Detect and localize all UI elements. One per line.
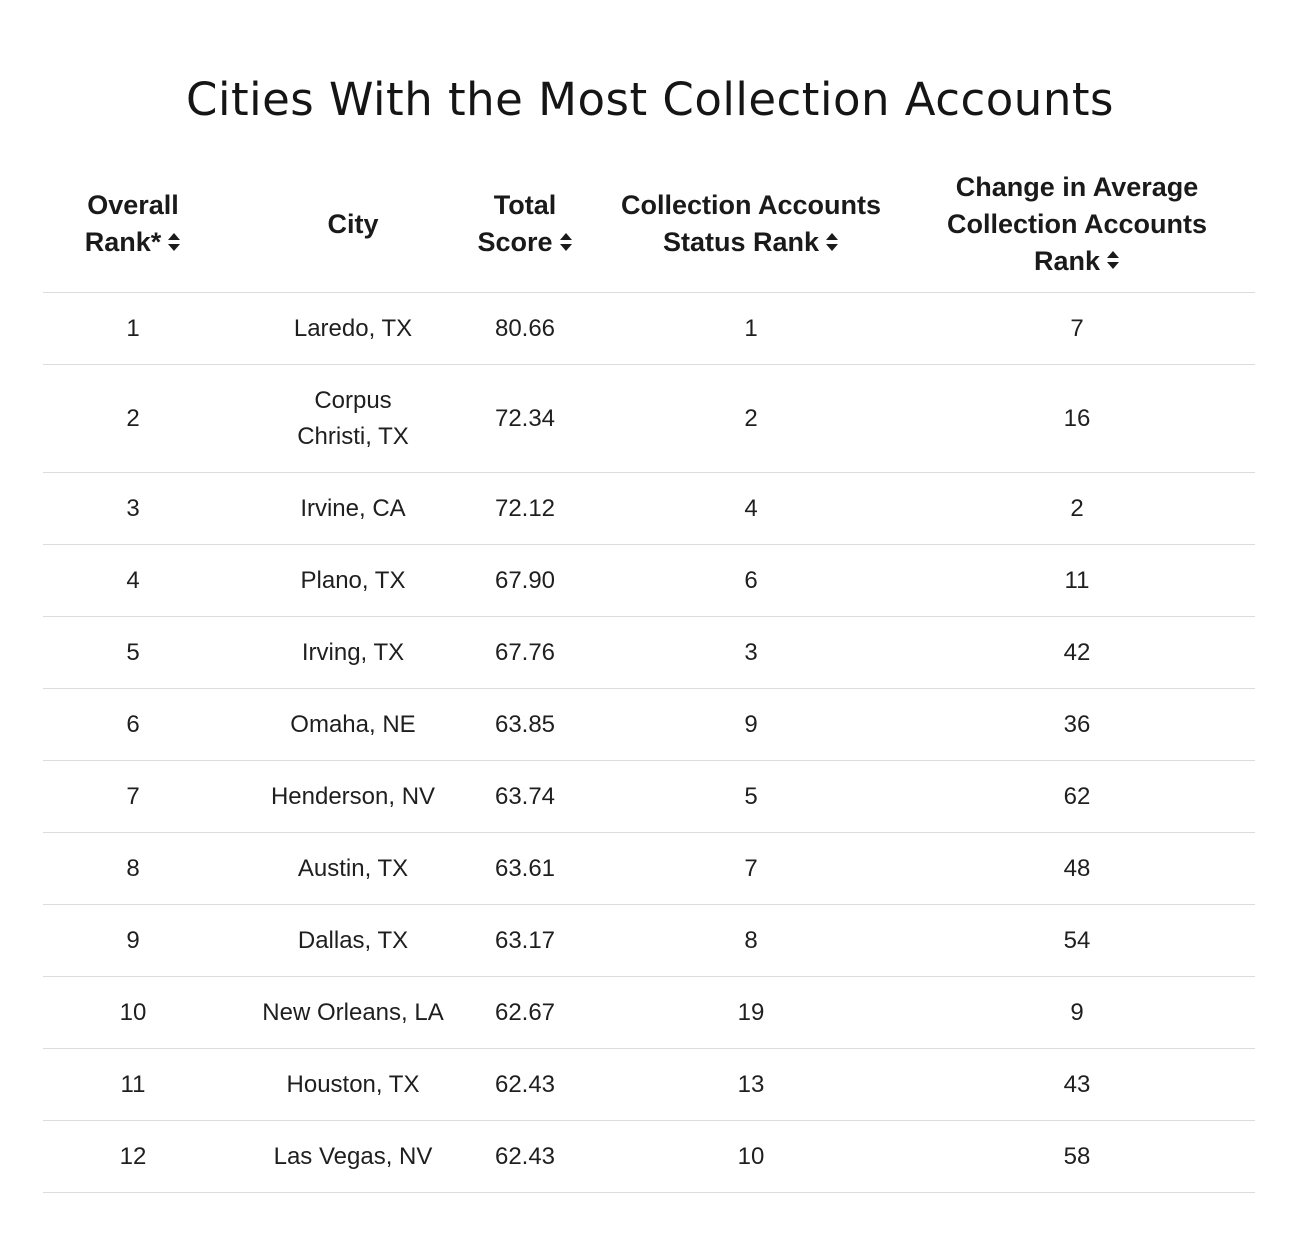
cell-status-rank: 5 xyxy=(744,782,758,810)
header-label: Collection Accounts xyxy=(620,190,882,220)
cell-status-rank: 9 xyxy=(744,710,758,738)
cell-change-rank: 54 xyxy=(1063,926,1091,954)
cell-city: Plano, TX xyxy=(300,566,406,594)
cell-score: 67.90 xyxy=(494,566,556,594)
cell-status-rank: 13 xyxy=(737,1070,765,1098)
cell-score: 72.34 xyxy=(494,404,556,432)
table-row xyxy=(43,1049,1255,1121)
cell-rank: 8 xyxy=(126,854,140,882)
cell-score: 63.17 xyxy=(494,926,556,954)
header-label: Rank* xyxy=(84,227,162,257)
cell-score: 62.67 xyxy=(494,998,556,1026)
cell-city: Las Vegas, NV xyxy=(273,1142,433,1170)
cell-rank: 2 xyxy=(126,404,140,432)
table-row xyxy=(43,761,1255,833)
cell-score: 62.43 xyxy=(494,1142,556,1170)
cell-city: Laredo, TX xyxy=(293,314,413,342)
cell-status-rank: 3 xyxy=(744,638,758,666)
sort-updown-icon xyxy=(825,232,839,252)
cell-city: Irvine, CA xyxy=(300,494,406,522)
cell-rank: 12 xyxy=(119,1142,147,1170)
cell-city: Omaha, NE xyxy=(290,710,416,738)
cell-change-rank: 11 xyxy=(1064,566,1090,594)
cell-change-rank: 9 xyxy=(1070,998,1084,1026)
cell-change-rank: 16 xyxy=(1063,404,1091,432)
cell-status-rank: 4 xyxy=(744,494,758,522)
table-row xyxy=(43,833,1255,905)
header-change-rank[interactable] xyxy=(899,163,1255,280)
table-row xyxy=(43,473,1255,545)
cell-rank: 1 xyxy=(126,314,140,342)
cell-status-rank: 2 xyxy=(744,404,758,432)
cell-score: 62.43 xyxy=(494,1070,556,1098)
table-header-row xyxy=(43,150,1255,293)
header-label: Total xyxy=(493,190,557,220)
cell-change-rank: 58 xyxy=(1063,1142,1091,1170)
table-row xyxy=(43,293,1255,365)
table-row xyxy=(43,905,1255,977)
table-row xyxy=(43,977,1255,1049)
cell-status-rank: 10 xyxy=(737,1142,765,1170)
cell-rank: 5 xyxy=(126,638,140,666)
cell-score: 67.76 xyxy=(494,638,556,666)
cell-score: 63.85 xyxy=(494,710,556,738)
cell-status-rank: 19 xyxy=(737,998,765,1026)
cell-rank: 6 xyxy=(126,710,140,738)
cell-city: Henderson, NV xyxy=(270,782,436,810)
header-label: Change in Average xyxy=(955,171,1199,202)
cell-status-rank: 6 xyxy=(744,566,758,594)
header-label: Overall xyxy=(87,190,179,220)
cell-status-rank: 7 xyxy=(744,854,758,882)
header-city xyxy=(223,200,447,243)
sort-updown-icon xyxy=(559,232,573,252)
rankings-table xyxy=(43,150,1255,1193)
cell-rank: 11 xyxy=(120,1070,146,1098)
header-overall-rank[interactable] xyxy=(43,181,223,261)
page-title: Cities With the Most Collection Accounts xyxy=(186,73,1114,126)
sort-updown-icon xyxy=(1106,250,1120,270)
cell-city: Dallas, TX xyxy=(297,926,409,954)
cell-change-rank: 2 xyxy=(1070,494,1084,522)
cell-score: 63.74 xyxy=(494,782,556,810)
cell-rank: 3 xyxy=(126,494,140,522)
cell-change-rank: 62 xyxy=(1063,782,1091,810)
cell-city: Corpus Christi, TX xyxy=(297,386,409,450)
cell-change-rank: 42 xyxy=(1063,638,1091,666)
cell-change-rank: 48 xyxy=(1063,854,1091,882)
header-status-rank[interactable] xyxy=(603,181,899,261)
header-label: City xyxy=(327,208,379,239)
cell-change-rank: 43 xyxy=(1063,1070,1091,1098)
header-label: Score xyxy=(477,227,553,257)
header-total-score[interactable] xyxy=(447,181,603,261)
cell-score: 72.12 xyxy=(494,494,556,522)
table-row xyxy=(43,1121,1255,1193)
cell-city: New Orleans, LA xyxy=(262,998,444,1026)
table-row xyxy=(43,689,1255,761)
cell-score: 63.61 xyxy=(494,854,556,882)
cell-rank: 7 xyxy=(126,782,140,810)
header-label: Collection Accounts xyxy=(946,208,1208,239)
sort-updown-icon xyxy=(167,232,181,252)
cell-city: Irving, TX xyxy=(301,638,405,666)
cell-rank: 9 xyxy=(126,926,140,954)
cell-status-rank: 1 xyxy=(744,314,758,342)
cell-score: 80.66 xyxy=(494,314,556,342)
cell-change-rank: 7 xyxy=(1070,314,1084,342)
cell-city: Austin, TX xyxy=(297,854,409,882)
cell-change-rank: 36 xyxy=(1063,710,1091,738)
table-row xyxy=(43,365,1255,473)
table-row xyxy=(43,545,1255,617)
header-label: Rank xyxy=(1033,245,1101,276)
cell-rank: 10 xyxy=(119,998,147,1026)
cell-status-rank: 8 xyxy=(744,926,758,954)
header-label: Status Rank xyxy=(662,227,820,257)
cell-city: Houston, TX xyxy=(286,1070,420,1098)
cell-rank: 4 xyxy=(126,566,140,594)
table-row xyxy=(43,617,1255,689)
